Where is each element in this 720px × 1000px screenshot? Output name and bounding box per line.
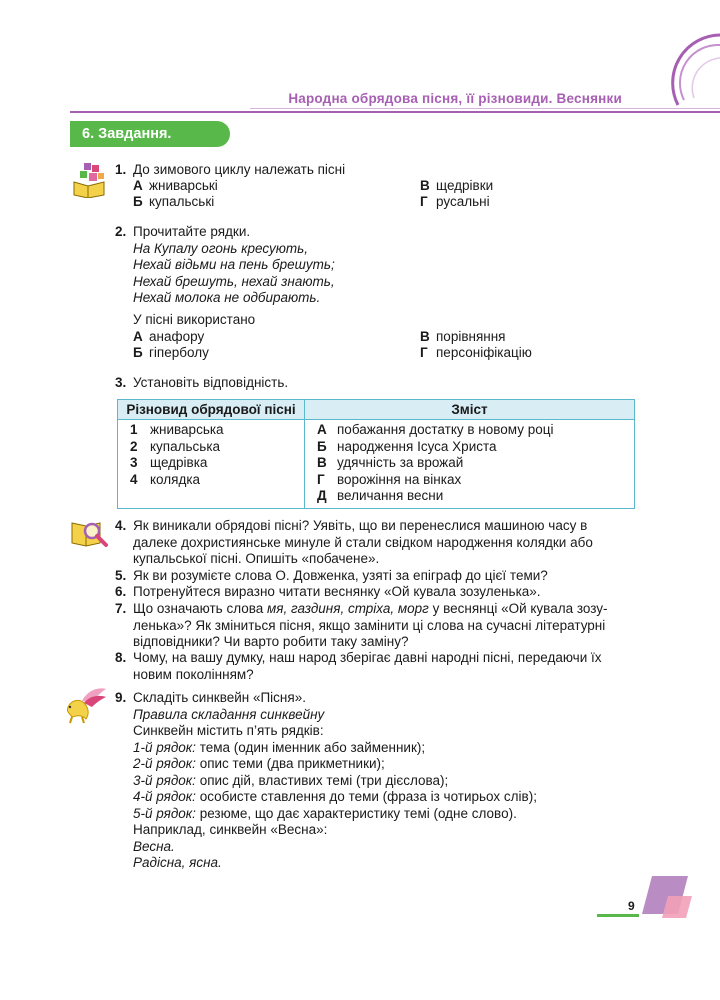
list-item: 2 купальська xyxy=(130,438,221,454)
research-magnifier-icon xyxy=(70,517,110,549)
subtitle: Правила складання синквейну xyxy=(133,706,325,722)
question-9: 9. Складіть синквейн «Пісня». Правила складання синквейну Синквейн містить п’ять рядків: 1-й рядок: тема (один іменник або займенник); 2-й рядок: опис теми (два прикметники); 3-й рядок: опис дій, властивих темі (три дієслова); 4-й рядок: особисте ставлення до теми (фраза із чотирьох слів); 5-й рядок: резюме, що дає характеристику темі (одне слово). Наприклад, синквейн «Весна»: Весна. Радісна, ясна. xyxy=(115,690,645,872)
table-header: Різновид обрядової пісні xyxy=(118,400,305,420)
poem-line: Нехай брешуть, нехай знають, xyxy=(133,273,335,289)
table-cell-left xyxy=(118,420,305,509)
question-7: 7. Що означають слова мя, газдиня, стріха, морг у веснянці «Ой кувала зозу- ленька»? Як зміниться пісня, якщо замінити ці слова на сучасні літературні відповідники? Чи варто робити таку заміну? xyxy=(115,601,608,649)
answer-option: Г русальні xyxy=(420,194,490,209)
footer-decoration xyxy=(638,872,698,922)
answer-option: А анафору xyxy=(133,329,205,344)
question-number: 4. xyxy=(115,518,127,533)
answer-option: В порівняння xyxy=(420,329,506,344)
rule-line: 2-й рядок: опис теми (два прикметники); xyxy=(133,756,385,771)
section-heading: 6. Завдання. xyxy=(70,121,230,147)
answer-option: Б купальські xyxy=(133,194,215,209)
table-cell-right xyxy=(305,420,635,509)
list-item: Д величання весни xyxy=(317,488,444,503)
question-number: 2. xyxy=(115,224,127,239)
header-rule xyxy=(70,111,720,113)
table-header: Зміст xyxy=(305,400,635,420)
rule-line: 5-й рядок: резюме, що дає характеристику темі (одне слово). xyxy=(133,805,517,821)
matching-table xyxy=(117,399,635,509)
question-5: 5. Як ви розумієте слова О. Довженка, узяті за епіграф до цієї теми? xyxy=(115,568,548,583)
creative-pegasus-icon xyxy=(62,685,108,725)
list-item: 1 жниварська xyxy=(130,422,224,437)
question-8: 8. Чому, на вашу думку, наш народ зберігає давні народні пісні, передаючи їх новим поколінням? xyxy=(115,650,602,682)
list-item: 4 колядка xyxy=(130,471,201,487)
question-1 xyxy=(115,162,345,179)
question-text: Установіть відповідність. xyxy=(133,375,289,390)
list-item: 3 щедрівка xyxy=(130,455,208,470)
question-text: До зимового циклу належать пісні xyxy=(133,162,346,177)
question-number: 7. xyxy=(115,601,127,616)
question-number: 5. xyxy=(115,568,127,583)
poem-line: На Купалу огонь кресують, xyxy=(133,240,308,256)
rule-line: 3-й рядок: опис дій, властивих темі (три дієслова); xyxy=(133,772,449,788)
highlighted-words: мя, газдиня, стріха, морг xyxy=(267,601,429,616)
question-number: 1. xyxy=(115,162,127,177)
question-6: 6. Потренуйтеся виразно читати веснянку «Ой кувала зозуленька». xyxy=(115,584,541,599)
answer-option: В щедрівки xyxy=(420,178,494,193)
footer-rule xyxy=(597,914,639,917)
question-number: 3. xyxy=(115,375,127,390)
question-2 xyxy=(115,224,335,328)
question-text: Прочитайте рядки. xyxy=(133,224,251,239)
question-number: 9. xyxy=(115,690,127,705)
list-item: В удячність за врожай xyxy=(317,455,464,470)
rule-line: 4-й рядок: особисте ставлення до теми (фраза із чотирьох слів); xyxy=(133,789,537,804)
rule-line: 1-й рядок: тема (один іменник або займенник); xyxy=(133,739,426,755)
answer-option: Б гіперболу xyxy=(133,345,209,360)
answer-option: Г персоніфікацію xyxy=(420,345,532,360)
poem-line: Нехай молока не одбирають. xyxy=(133,290,321,305)
answer-option: А жниварські xyxy=(133,178,218,193)
list-item: Г ворожіння на вінках xyxy=(317,471,462,487)
poem-line: Нехай відьми на пень брешуть; xyxy=(133,257,335,272)
question-prompt: У пісні використано xyxy=(133,311,256,327)
question-3 xyxy=(115,375,288,392)
question-number: 8. xyxy=(115,650,127,665)
question-4: 4. Як виникали обрядові пісні? Уявіть, що ви перенеслися машиною часу в далеке дохристиянське минуле й стали свідком народження колядки або купальської пісні. Опишіть «побачене». xyxy=(115,518,593,566)
chapter-title: Народна обрядова пісня, її різновиди. Веснянки xyxy=(288,91,622,106)
list-item: Б народження Ісуса Христа xyxy=(317,438,497,454)
header-rule-thin xyxy=(250,108,720,109)
page-number: 9 xyxy=(628,899,635,913)
test-books-icon xyxy=(70,160,108,198)
question-number: 6. xyxy=(115,584,127,599)
list-item: А побажання достатку в новому році xyxy=(317,422,554,437)
